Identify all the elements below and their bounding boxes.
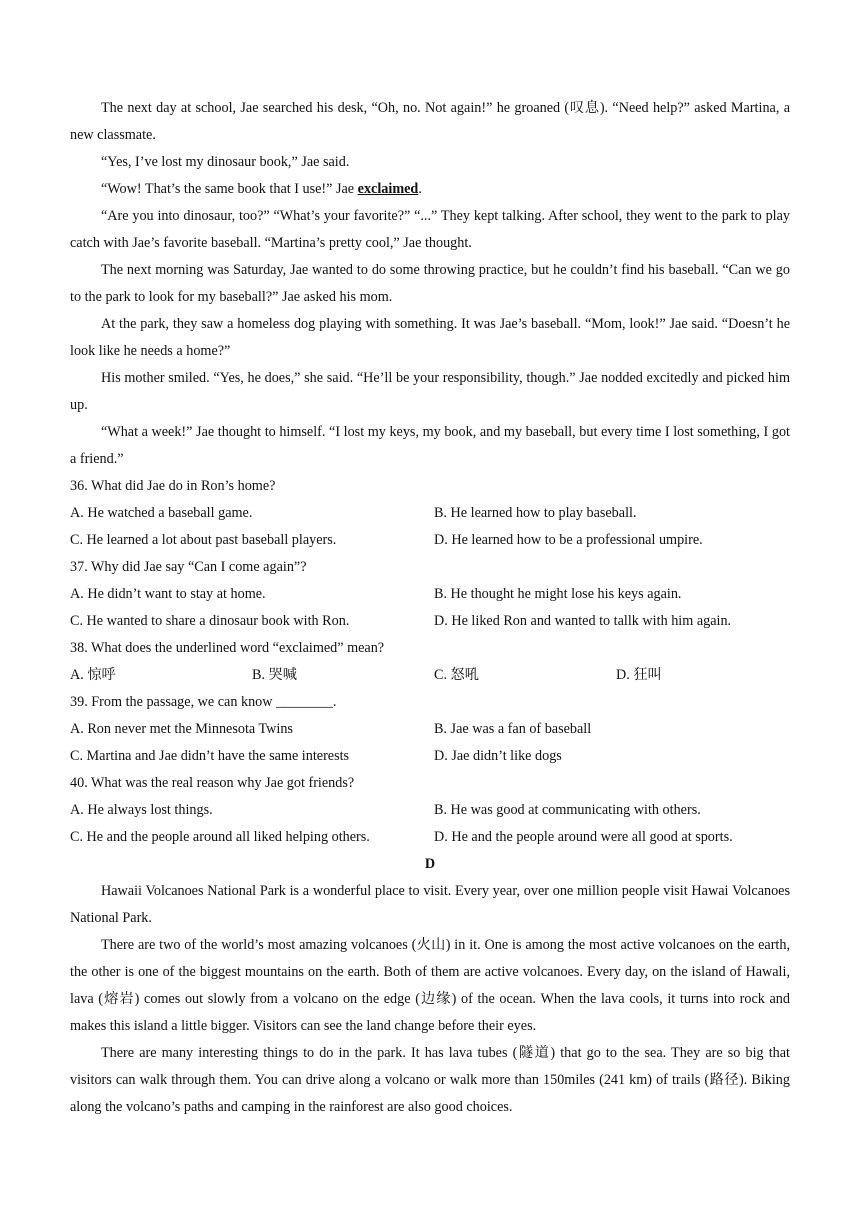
section-heading: D xyxy=(424,856,436,872)
question-stem: 38. What does the underlined word “exclaimed” mean? xyxy=(70,640,385,656)
option-d: D. 狂叫 xyxy=(616,667,662,683)
option-a: A. He always lost things. xyxy=(70,802,213,818)
option-b: B. 哭喊 xyxy=(252,667,297,683)
option-b: B. He was good at communicating with others. xyxy=(434,802,701,818)
option-c: C. Martina and Jae didn’t have the same interests xyxy=(70,748,350,764)
option-row xyxy=(70,500,790,527)
option-row xyxy=(70,743,790,770)
option-row xyxy=(70,716,790,743)
option-b: B. He thought he might lose his keys again. xyxy=(434,586,682,602)
story-paragraph: “What a week!” Jae thought to himself. “I lost my keys, my book, and my baseball, but every time I lost something, I got a friend.” xyxy=(70,424,790,467)
question-stem: 39. From the passage, we can know ________. xyxy=(70,694,337,710)
option-d: D. He and the people around were all good at sports. xyxy=(434,829,733,845)
option-d: D. He liked Ron and wanted to tallk with him again. xyxy=(434,613,732,629)
question-stem: 40. What was the real reason why Jae got friends? xyxy=(70,775,355,791)
question-stem: 37. Why did Jae say “Can I come again”? xyxy=(70,559,307,575)
story-paragraph: “Yes, I’ve lost my dinosaur book,” Jae said. xyxy=(101,154,350,170)
option-c: C. He wanted to share a dinosaur book with Ron. xyxy=(70,613,350,629)
text-span: . xyxy=(418,181,422,197)
story-paragraph: The next morning was Saturday, Jae wanted to do some throwing practice, but he couldn’t find his baseball. “Can we go to the park to look for my baseball?” Jae asked his mom. xyxy=(70,262,790,305)
option-d: D. Jae didn’t like dogs xyxy=(434,748,562,764)
story-paragraph: His mother smiled. “Yes, he does,” she said. “He’ll be your responsibility, though.” Jae nodded excitedly and picked him up. xyxy=(70,370,790,413)
option-row xyxy=(70,797,790,824)
option-a: A. He watched a baseball game. xyxy=(70,505,253,521)
option-row xyxy=(70,824,790,851)
story-paragraph: The next day at school, Jae searched his desk, “Oh, no. Not again!” he groaned (叹息). “Need help?” asked Martina, a new classmate. xyxy=(70,100,790,143)
option-b: B. Jae was a fan of baseball xyxy=(434,721,592,737)
option-a: A. He didn’t want to stay at home. xyxy=(70,586,266,602)
story-paragraph: “Are you into dinosaur, too?” “What’s your favorite?” “...” They kept talking. After school, they went to the park to play catch with Jae’s favorite baseball. “Martina’s pretty cool,” Jae thought. xyxy=(70,208,790,251)
option-d: D. He learned how to be a professional umpire. xyxy=(434,532,703,548)
exam-page xyxy=(70,95,790,1121)
passage-paragraph: There are two of the world’s most amazing volcanoes (火山) in it. One is among the most active volcanoes on the earth, the other is one of the biggest mountains on the earth. Both of them are active volcanoes. Every day, on the island of Hawali, lava (熔岩) comes out slowly from a volcano on the edge (边缘) of the ocean. When the lava cools, it turns into rock and makes this island a little bigger. Visitors can see the land change before their eyes. xyxy=(70,937,790,1034)
question-stem: 36. What did Jae do in Ron’s home? xyxy=(70,478,276,494)
option-b: B. He learned how to play baseball. xyxy=(434,505,637,521)
option-row xyxy=(70,527,790,554)
option-a: A. Ron never met the Minnesota Twins xyxy=(70,721,293,737)
text-span: “Wow! That’s the same book that I use!” Jae xyxy=(101,181,358,197)
option-row xyxy=(70,662,790,689)
underlined-word: exclaimed xyxy=(357,181,419,197)
story-paragraph xyxy=(70,176,790,203)
story-paragraph: At the park, they saw a homeless dog playing with something. It was Jae’s baseball. “Mom, look!” Jae said. “Doesn’t he look like he needs a home?” xyxy=(70,316,790,359)
option-c: C. 怒吼 xyxy=(434,667,479,683)
option-c: C. He learned a lot about past baseball players. xyxy=(70,532,337,548)
option-c: C. He and the people around all liked helping others. xyxy=(70,829,370,845)
passage-paragraph: There are many interesting things to do in the park. It has lava tubes (隧道) that go to the sea. They are so big that visitors can walk through them. You can drive along a volcano or walk more than 150miles (241 km) of trails (路径). Biking along the volcano’s paths and camping in the rainforest are also good choices. xyxy=(70,1045,790,1115)
option-row xyxy=(70,581,790,608)
passage-paragraph: Hawaii Volcanoes National Park is a wonderful place to visit. Every year, over one million people visit Hawai Volcanoes National Park. xyxy=(70,883,790,926)
option-row xyxy=(70,608,790,635)
option-a: A. 惊呼 xyxy=(70,667,116,683)
